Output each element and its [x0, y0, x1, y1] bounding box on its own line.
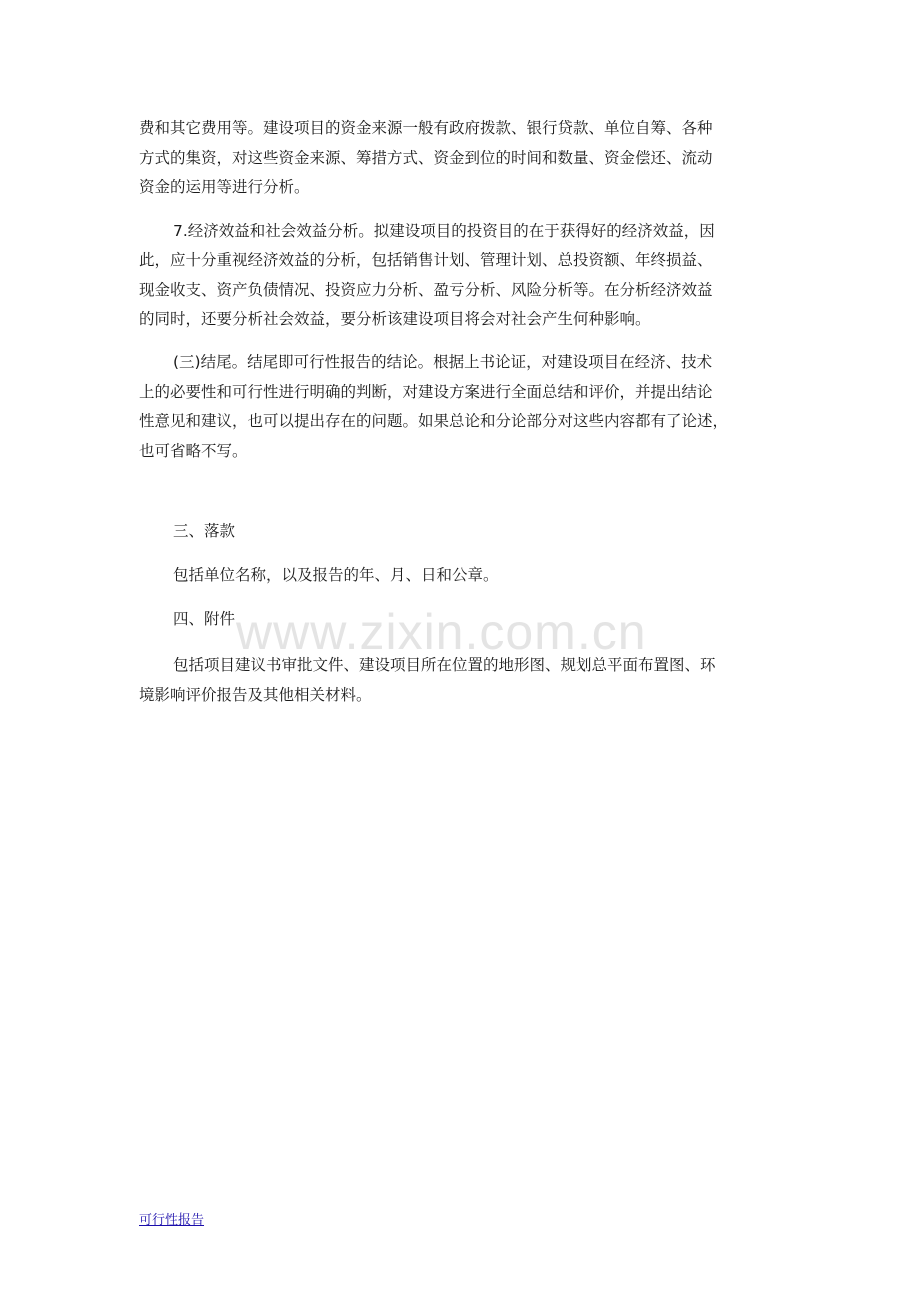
paragraph-benefit-line: 7.经济效益和社会效益分析。拟建设项目的投资目的在于获得好的经济效益，因 — [173, 222, 715, 240]
section-heading-attachment: 四、附件 — [173, 610, 236, 628]
paragraph-funding-line: 费和其它费用等。建设项目的资金来源一般有政府拨款、银行贷款、单位自筹、各种 — [139, 119, 713, 137]
section-text-signature: 包括单位名称，以及报告的年、月、日和公章。 — [173, 566, 499, 584]
paragraph-ending-line: 上的必要性和可行性进行明确的判断，对建设方案进行全面总结和评价，并提出结论 — [139, 383, 713, 401]
paragraph-benefit-line: 现金收支、资产负债情况、投资应力分析、盈亏分析、风险分析等。在分析经济效益 — [139, 281, 713, 299]
paragraph-benefit-line: 此，应十分重视经济效益的分析，包括销售计划、管理计划、总投资额、年终损益、 — [139, 251, 713, 269]
paragraph-ending-line: 性意见和建议，也可以提出存在的问题。如果总论和分论部分对这些内容都有了论述， — [139, 412, 729, 430]
paragraph-attachment-line: 境影响评价报告及其他相关材料。 — [139, 686, 372, 704]
paragraph-funding-line: 方式的集资，对这些资金来源、筹措方式、资金到位的时间和数量、资金偿还、流动 — [139, 149, 713, 167]
paragraph-attachment-line: 包括项目建议书审批文件、建设项目所在位置的地形图、规划总平面布置图、环 — [173, 656, 716, 674]
paragraph-funding-line: 资金的运用等进行分析。 — [139, 178, 310, 196]
section-heading-signature: 三、落款 — [173, 522, 236, 540]
paragraph-ending-line: 也可省略不写。 — [139, 442, 248, 460]
watermark: www.zixin.com.cn — [236, 604, 647, 660]
paragraph-ending-line: (三)结尾。结尾即可行性报告的结论。根据上书论证，对建设项目在经济、技术 — [173, 353, 713, 371]
paragraph-benefit-line: 的同时，还要分析社会效益，要分析该建设项目将会对社会产生何种影响。 — [139, 310, 651, 328]
footer-link-feasibility-report[interactable]: 可行性报告 — [139, 1213, 205, 1228]
